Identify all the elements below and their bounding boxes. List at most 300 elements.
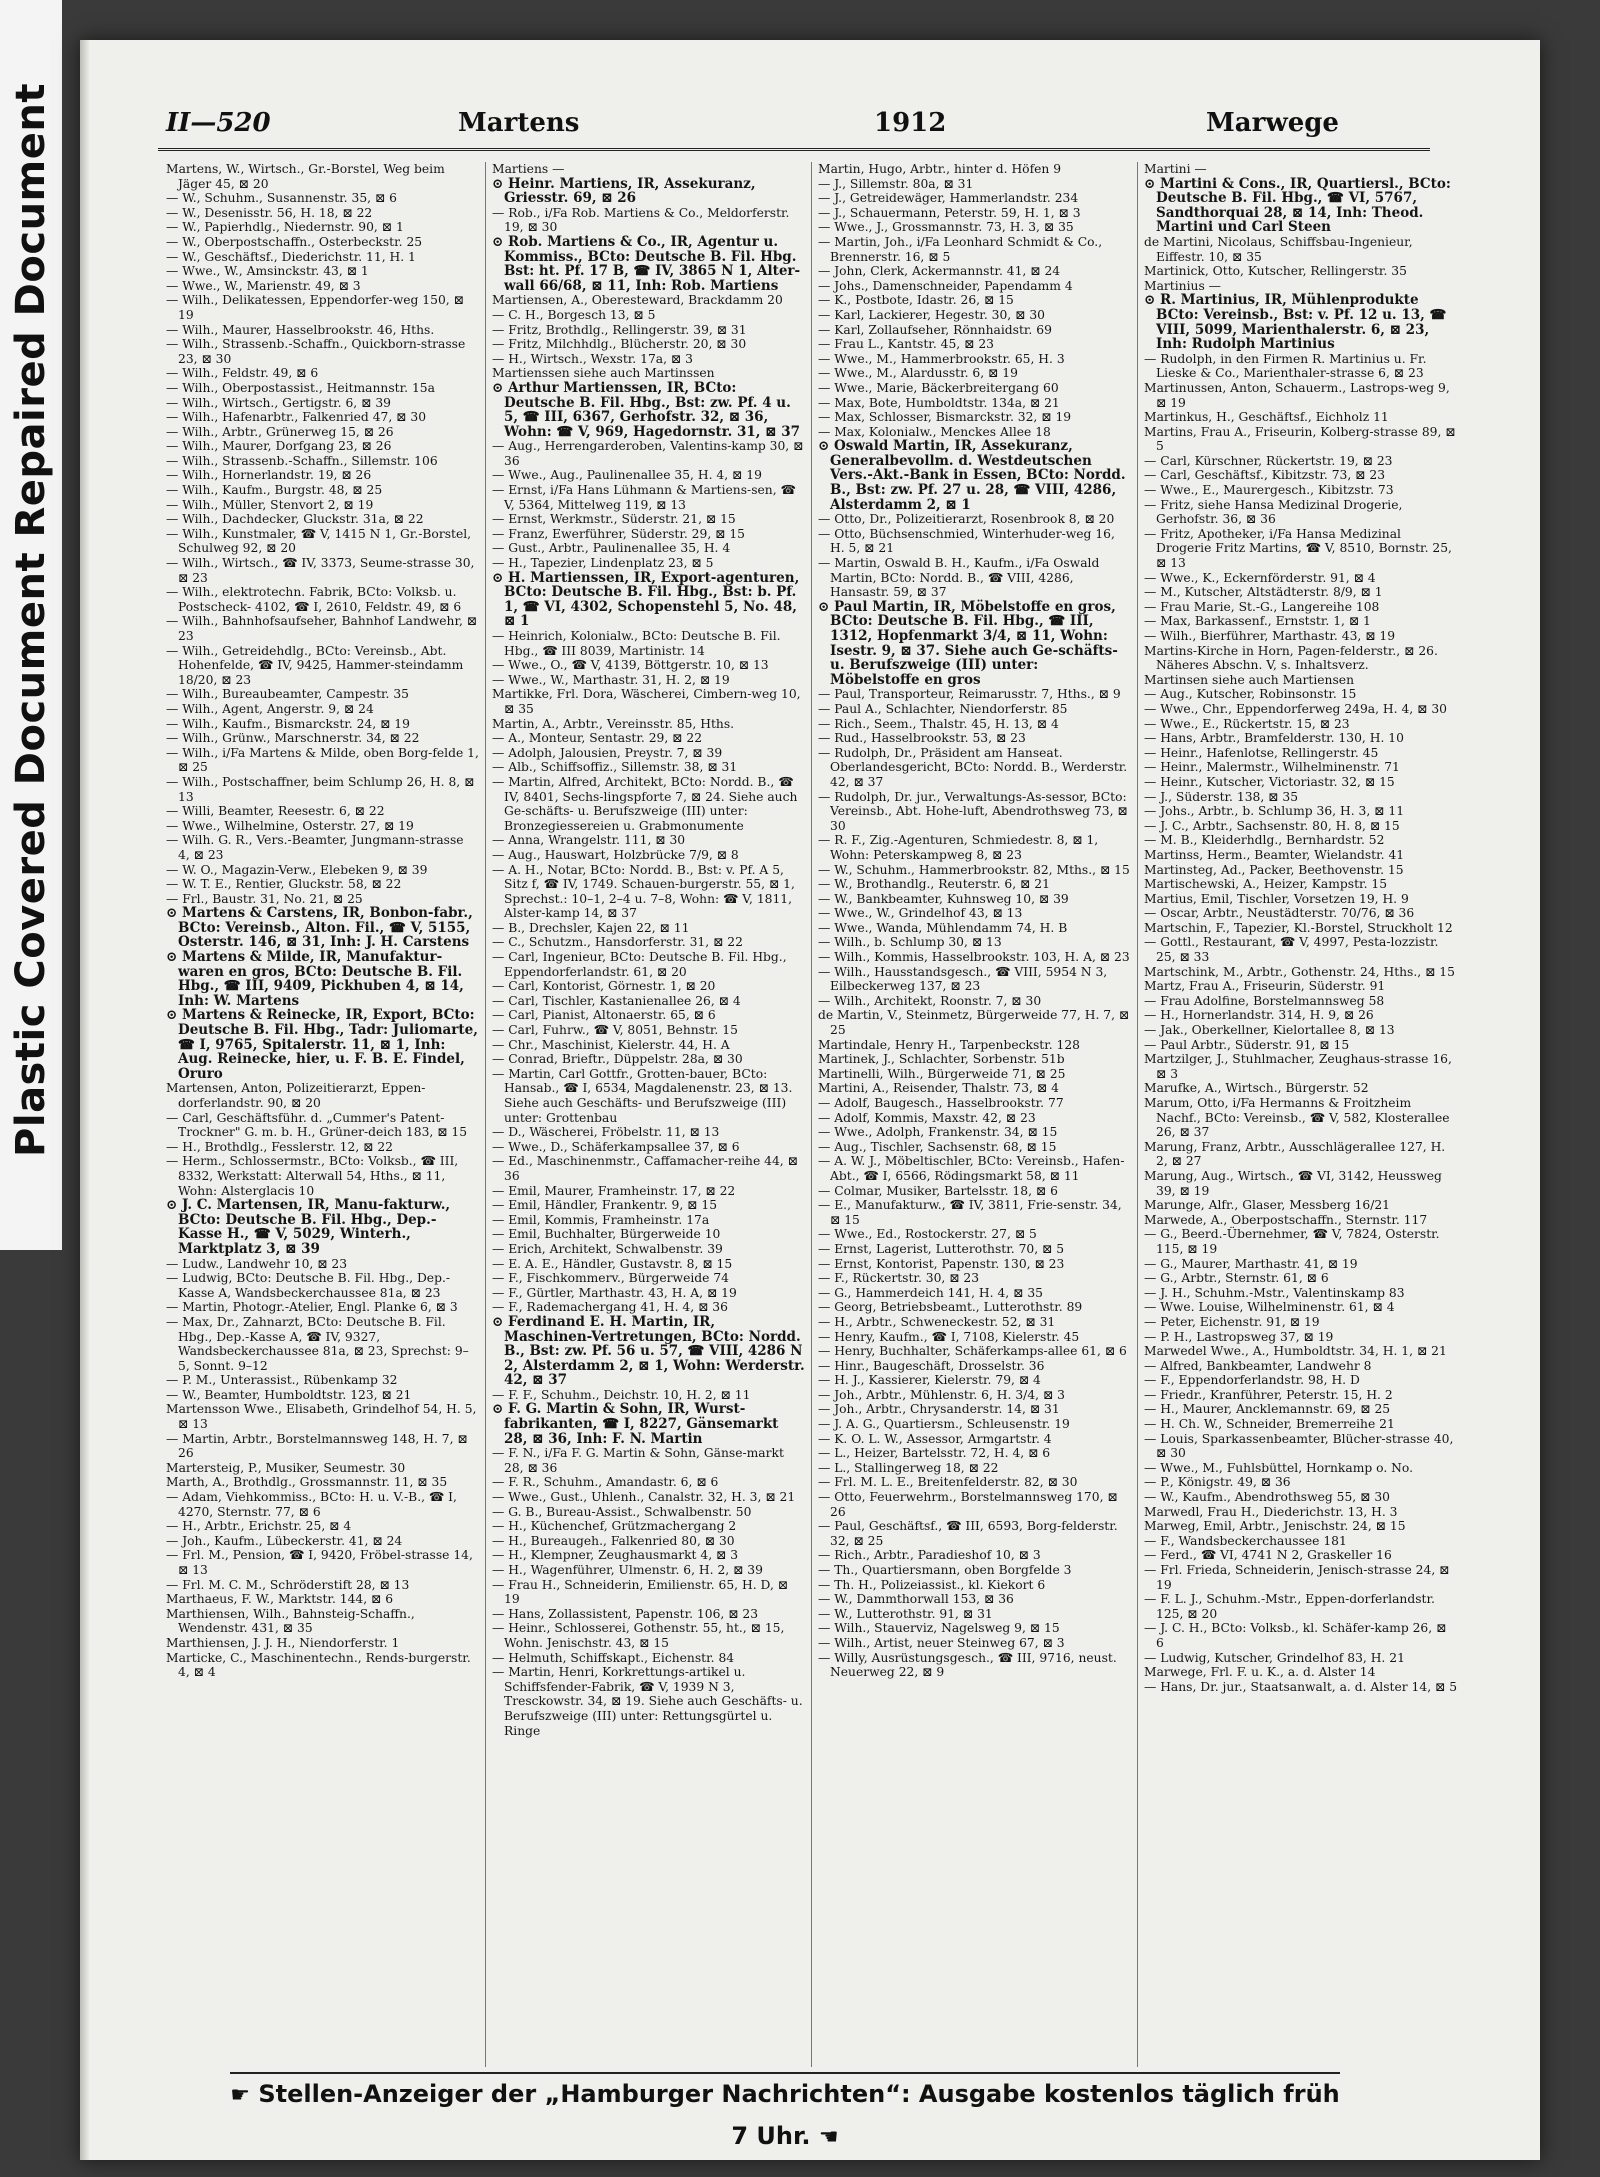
directory-entry: — Wilh., Feldstr. 49, ⊠ 6 [166, 366, 319, 381]
directory-entry: — F. N., i/Fa F. G. Martin & Sohn, Gänse-markt 28, ⊠ 36 [492, 1446, 784, 1475]
directory-entry: — Adolf, Baugesch., Hasselbrookstr. 77 [818, 1096, 1064, 1110]
directory-entry: — J. H., Schuhm.-Mstr., Valentinskamp 83 [1144, 1285, 1405, 1300]
directory-entry: — E. A. E., Händler, Gustavstr. 8, ⊠ 15 [492, 1256, 733, 1271]
directory-entry: Martini, A., Reisender, Thalstr. 73, ⊠ 4 [818, 1081, 1059, 1096]
directory-entry: — H., Hornerlandstr. 314, H. 9, ⊠ 26 [1144, 1008, 1374, 1023]
directory-entry: — Heinr., Schlosserei, Gothenstr. 55, ht., ⊠ 15, Wohn. Jenischstr. 43, ⊠ 15 [492, 1621, 785, 1650]
directory-entry: — W. O., Magazin-Verw., Elebeken 9, ⊠ 39 [166, 862, 428, 877]
directory-entry: — Hans, Arbtr., Bramfelderstr. 130, H. 10 [1144, 731, 1404, 746]
directory-entry: — Wwe., W., Amsinckstr. 43, ⊠ 1 [166, 264, 369, 279]
directory-entry: — L., Heizer, Bartelsstr. 72, H. 4, ⊠ 6 [818, 1446, 1051, 1461]
directory-entry: — Wilh., Stauerviz, Nagelsweg 9, ⊠ 15 [818, 1621, 1060, 1636]
directory-entry: — F., Fischkommerv., Bürgerweide 74 [492, 1271, 729, 1286]
directory-entry: — Martin, Joh., i/Fa Leonhard Schmidt & Co., Brennerstr. 16, ⊠ 5 [818, 234, 1103, 264]
directory-entry: — H., Wirtsch., Wexstr. 17a, ⊠ 3 [492, 351, 693, 366]
directory-entry: Martinius — [1144, 278, 1221, 293]
directory-entry: — Wilh., Bureaubeamter, Campestr. 35 [166, 687, 410, 702]
directory-entry: Martinek, J., Schlachter, Sorbenstr. 51b [818, 1052, 1065, 1067]
directory-entry: — W., Geschäftsf., Diederichstr. 11, H. 1 [166, 249, 416, 264]
directory-entry: — Otto, Dr., Polizeitierarzt, Rosenbrook 8, ⊠ 20 [818, 512, 1115, 527]
directory-entry: — Johs., Arbtr., b. Schlump 36, H. 3, ⊠ 11 [1144, 804, 1405, 819]
page-number: II—520 [166, 108, 271, 138]
directory-entry: — J., Getreidewäger, Hammerlandstr. 234 [818, 191, 1079, 206]
directory-entry: — W., Brothandlg., Reuterstr. 6, ⊠ 21 [818, 877, 1050, 892]
directory-entry: — Hinr., Baugeschäft, Drosselstr. 36 [818, 1358, 1045, 1373]
directory-entry: — Rob., i/Fa Rob. Martiens & Co., Meldorferstr. 19, ⊠ 30 [492, 205, 790, 235]
directory-entry: Marthiensen, J. J. H., Niendorferstr. 1 [166, 1635, 400, 1650]
directory-entry: — Ludwig, BCto: Deutsche B. Fil. Hbg., Dep.-Kasse A, Wandsbeckerchaussee 81a, ⊠ 23 [166, 1271, 451, 1300]
directory-entry: — Wwe., J., Grossmannstr. 73, H. 3, ⊠ 35 [818, 220, 1074, 235]
directory-entry: — Wwe., K., Eckernförderstr. 91, ⊠ 4 [1144, 570, 1376, 585]
directory-column-2 [486, 162, 812, 2067]
directory-entry: — Frl. M. C. M., Schröderstift 28, ⊠ 13 [166, 1577, 410, 1592]
directory-entry: — Henry, Buchhalter, Schäferkamps-allee 61, ⊠ 6 [818, 1344, 1127, 1359]
directory-entry: — W., Desenisstr. 56, H. 18, ⊠ 22 [166, 205, 373, 220]
directory-entry: — G., Beerd.-Übernehmer, ☎ V, 7824, Osterstr. 115, ⊠ 19 [1144, 1227, 1440, 1256]
directory-entry: — Friedr., Kranführer, Peterstr. 15, H. 2 [1144, 1387, 1393, 1402]
directory-entry: — G., Maurer, Marthastr. 41, ⊠ 19 [1144, 1256, 1358, 1271]
directory-entry: — W., Schuhm., Hammerbrookstr. 82, Mths., ⊠ 15 [818, 862, 1130, 877]
directory-entry: — M., Kutscher, Altstädterstr. 8/9, ⊠ 1 [1144, 585, 1383, 600]
directory-entry: — Wilh., Arbtr., Grünerweg 15, ⊠ 26 [166, 424, 394, 439]
directory-entry: — Martin, Alfred, Architekt, BCto: Nordd. B., ☎ IV, 8401, Sechs-lingspforte 7, ⊠ 24. Siehe auch Ge-schäfts- u. Berufszweige (III) unter: Bronzegiessereien u. Grabmonumente [492, 774, 798, 833]
directory-entry: — Paul, Geschäftsf., ☎ III, 6593, Borg-felderstr. 32, ⊠ 25 [818, 1519, 1118, 1548]
directory-entry: — Karl, Zollaufseher, Rönnhaidstr. 69 [818, 322, 1052, 337]
directory-entry: — Aug., Hauswart, Holzbrücke 7/9, ⊠ 8 [492, 847, 739, 862]
directory-entry: Marwedl, Frau H., Diederichstr. 13, H. 3 [1144, 1504, 1398, 1519]
directory-entry: — J. C., Arbtr., Sachsenstr. 80, H. 8, ⊠ 15 [1144, 818, 1400, 833]
directory-entry: — A., Monteur, Sentastr. 29, ⊠ 22 [492, 731, 703, 746]
directory-entry: — Herm., Schlossermstr., BCto: Volksb., ☎ III, 8332, Werkstatt: Alterwall 54, Hths., ⊠ 11, Wohn: Alsterglacis 10 [166, 1154, 459, 1198]
page-header [158, 102, 1430, 151]
directory-entry: — G., Arbtr., Sternstr. 61, ⊠ 6 [1144, 1271, 1329, 1286]
directory-entry: — Max, Schlosser, Bismarckstr. 32, ⊠ 19 [818, 410, 1072, 425]
directory-entry: — John, Clerk, Ackermannstr. 41, ⊠ 24 [818, 264, 1061, 279]
directory-entry: — Gottl., Restaurant, ☎ V, 4997, Pesta-lozzistr. 25, ⊠ 33 [1144, 935, 1439, 965]
directory-entry: Martin, Hugo, Arbtr., hinter d. Höfen 9 [818, 162, 1062, 176]
directory-entry: — Ernst, i/Fa Hans Lühmann & Martiens-sen, ☎ V, 5364, Mittelweg 119, ⊠ 13 [492, 483, 796, 512]
directory-entry: — J., Süderstr. 138, ⊠ 35 [1144, 789, 1299, 804]
directory-entry: — Frau Marie, St.-G., Langereihe 108 [1144, 599, 1380, 614]
directory-entry: — Otto, Büchsenschmied, Winterhuder-weg 16, H. 5, ⊠ 21 [818, 526, 1115, 556]
directory-entry: — Wilh., Postschaffner, beim Schlump 26, H. 8, ⊠ 13 [166, 774, 475, 804]
directory-entry: — Wwe., Gust., Uhlenh., Canalstr. 32, H. 3, ⊠ 21 [492, 1490, 796, 1505]
directory-entry: — J. A. G., Quartiersm., Schleusenstr. 19 [818, 1417, 1070, 1432]
directory-entry: — Helmuth, Schiffskapt., Eichenstr. 84 [492, 1650, 735, 1665]
directory-entry: — Martin, Henri, Korkrettungs-artikel u. Schiffsfender-Fabrik, ☎ V, 1939 N 3, Tresckowstr. 34, ⊠ 19. Siehe auch Geschäfts- u. Berufszweige (III) unter: Rettungsgürtel u. Ringe [492, 1665, 803, 1738]
side-label-text: Plastic Covered Document Repaired Document [8, 83, 54, 1157]
directory-entry: — Emil, Maurer, Framheinstr. 17, ⊠ 22 [492, 1183, 736, 1198]
directory-entry: — Aug., Kutscher, Robinsonstr. 15 [1144, 687, 1357, 702]
directory-entry: — Wilh., Strassenb.-Schaffn., Quickborn-strasse 23, ⊠ 30 [166, 337, 466, 366]
directory-entry: — Wilh., i/Fa Martens & Milde, oben Borg-felde 1, ⊠ 25 [166, 745, 479, 775]
directory-entry: Martini — [1144, 162, 1207, 176]
directory-entry: — Carl, Tischler, Kastanienallee 26, ⊠ 4 [492, 993, 741, 1008]
directory-entry: — J., Sillemstr. 80a, ⊠ 31 [818, 176, 974, 191]
footer-banner [230, 2072, 1340, 2150]
directory-entry: — W., Beamter, Humboldtstr. 123, ⊠ 21 [166, 1387, 412, 1402]
directory-entry: — Wilh., Strassenb.-Schaffn., Sillemstr. 106 [166, 453, 438, 468]
directory-entry: — Wwe., Wilhelmine, Osterstr. 27, ⊠ 19 [166, 818, 414, 833]
directory-entry: — Oscar, Arbtr., Neustädterstr. 70/76, ⊠ 36 [1144, 906, 1415, 921]
pointing-hand-icon: ☚ [818, 2125, 839, 2150]
directory-entry: — F., Rückertstr. 30, ⊠ 23 [818, 1271, 980, 1286]
directory-entry: Marunge, Alfr., Glaser, Messberg 16/21 [1144, 1198, 1390, 1213]
directory-entry: — Paul, Transporteur, Reimarusstr. 7, Hths., ⊠ 9 [818, 687, 1121, 702]
directory-entry: Martersteig, P., Musiker, Seumestr. 30 [166, 1460, 406, 1475]
directory-entry: — Wilh., Artist, neuer Steinweg 67, ⊠ 3 [818, 1635, 1065, 1650]
directory-entry: — Carl, Kontorist, Görnestr. 1, ⊠ 20 [492, 979, 716, 994]
directory-entry: — Martin, Photogr.-Atelier, Engl. Planke 6, ⊠ 3 [166, 1300, 458, 1315]
directory-entry: — Wilh., Oberpostassist., Heitmannstr. 15a [166, 380, 435, 395]
directory-entry: — Rich., Seem., Thalstr. 45, H. 13, ⊠ 4 [818, 716, 1059, 731]
directory-entry: — Conrad, Brieftr., Düppelstr. 28a, ⊠ 30 [492, 1052, 743, 1067]
directory-entry: — Hans, Dr. jur., Staatsanwalt, a. d. Alster 14, ⊠ 5 [1144, 1679, 1458, 1694]
directory-entry: — Wilh., Bahnhofsaufseher, Bahnhof Landwehr, ⊠ 23 [166, 614, 478, 643]
directory-entry: — Carl, Kürschner, Rückertstr. 19, ⊠ 23 [1144, 453, 1393, 468]
directory-entry: Marung, Franz, Arbtr., Ausschlägerallee 127, H. 2, ⊠ 27 [1144, 1139, 1446, 1169]
directory-entry: Martin, A., Arbtr., Vereinsstr. 85, Hths. [492, 716, 735, 731]
directory-entry: — F., Eppendorferlandstr. 98, H. D [1144, 1373, 1360, 1388]
directory-entry: — Gust., Arbtr., Paulinenallee 35, H. 4 [492, 541, 731, 556]
directory-entry: — Frl. M. L. E., Breitenfelderstr. 82, ⊠ 30 [818, 1475, 1078, 1490]
directory-entry: — Alfred, Bankbeamter, Landwehr 8 [1144, 1358, 1372, 1373]
directory-entry: — F. F., Schuhm., Deichstr. 10, H. 2, ⊠ 11 [492, 1387, 751, 1402]
directory-entry: ⊙ Arthur Martienssen, IR, BCto: Deutsche B. Fil. Hbg., Bst: zw. Pf. 4 u. 5, ☎ III, 6367, Gerhofstr. 32, ⊠ 36, Wohn: ☎ V, 969, Hagedornstr. 31, ⊠ 37 [492, 379, 800, 440]
directory-entry: — Henry, Kaufm., ☎ I, 7108, Kielerstr. 45 [818, 1329, 1080, 1344]
directory-columns [160, 162, 1464, 2067]
directory-entry: — K., Postbote, Idastr. 26, ⊠ 15 [818, 293, 1014, 308]
directory-entry: — Adolph, Jalousien, Preystr. 7, ⊠ 39 [492, 745, 723, 760]
directory-entry: — Rudolph, Dr. jur., Verwaltungs-As-sessor, BCto: Vereinsb., Abt. Hohe-luft, Abendrothsweg 73, ⊠ 30 [818, 789, 1128, 833]
directory-entry: — Fritz, siehe Hansa Medizinal Drogerie, Gerhofstr. 36, ⊠ 36 [1144, 497, 1403, 527]
directory-entry: — R. F., Zig.-Agenturen, Schmiedestr. 8, ⊠ 1, Wohn: Peterskampweg 8, ⊠ 23 [818, 833, 1099, 862]
directory-entry: Martiens — [492, 162, 565, 176]
directory-entry: — Fritz, Milchhdlg., Blücherstr. 20, ⊠ 30 [492, 337, 747, 352]
directory-entry: — Heinrich, Kolonialw., BCto: Deutsche B. Fil. Hbg., ☎ III 8039, Martinistr. 14 [492, 629, 781, 658]
directory-entry: Martienssen siehe auch Martinssen [492, 366, 715, 381]
directory-entry: — G. B., Bureau-Assist., Schwalbenstr. 50 [492, 1504, 752, 1519]
directory-entry: — Emil, Kommis, Framheinstr. 17a [492, 1212, 710, 1227]
directory-entry: — Ludwig, Kutscher, Grindelhof 83, H. 21 [1144, 1650, 1405, 1665]
directory-entry: Marwede, A., Oberpostschaffn., Sternstr. 117 [1144, 1212, 1428, 1227]
directory-entry: ⊙ Martens & Reinecke, IR, Export, BCto: Deutsche B. Fil. Hbg., Tadr: Juliomarte, ☎ I, 9765, Spitalerstr. 11, ⊠ 1, Inh: Aug. Reinecke, hier, u. F. B. E. Findel, Oruro [166, 1007, 478, 1082]
directory-entry: — W., Lutterothstr. 91, ⊠ 31 [818, 1606, 993, 1621]
directory-entry: — Joh., Arbtr., Chrysanderstr. 14, ⊠ 31 [818, 1402, 1060, 1417]
directory-entry: — F., Wandsbeckerchaussee 181 [1144, 1533, 1347, 1548]
directory-entry: — H., Küchenchef, Grützmachergang 2 [492, 1519, 737, 1534]
directory-entry: ⊙ Martens & Milde, IR, Manufaktur-waren en gros, BCto: Deutsche B. Fil. Hbg., ☎ III, 9409, Pickhuben 4, ⊠ 14, Inh: W. Martens [166, 949, 464, 1009]
directory-entry: Marufke, A., Wirtsch., Bürgerstr. 52 [1144, 1081, 1369, 1096]
directory-entry: — Wwe., W., Marthastr. 31, H. 2, ⊠ 19 [492, 672, 730, 687]
directory-entry: — Otto, Feuerwehrm., Borstelmannsweg 170, ⊠ 26 [818, 1490, 1118, 1519]
directory-entry: — Th., Quartiersmann, oben Borgfelde 3 [818, 1563, 1072, 1577]
directory-entry: — H., Arbtr., Erichstr. 25, ⊠ 4 [166, 1519, 352, 1534]
directory-entry: — Ernst, Lagerist, Lutterothstr. 70, ⊠ 5 [818, 1241, 1065, 1256]
directory-entry: — Jak., Oberkellner, Kielortallee 8, ⊠ 13 [1144, 1023, 1395, 1038]
directory-entry: — Wilh., Maurer, Dorfgang 23, ⊠ 26 [166, 439, 392, 454]
directory-entry: — W., Papierhdlg., Niedernstr. 90, ⊠ 1 [166, 220, 404, 235]
directory-entry: — Wilh., Kommis, Hasselbrookstr. 103, H. A, ⊠ 23 [818, 950, 1130, 965]
directory-entry: — Wwe., W., Grindelhof 43, ⊠ 13 [818, 906, 1023, 921]
directory-entry: — Karl, Lackierer, Hegestr. 30, ⊠ 30 [818, 307, 1045, 322]
directory-entry: — Wilh., Hafenarbtr., Falkenried 47, ⊠ 30 [166, 410, 427, 425]
directory-entry: — Colmar, Musiker, Bartelsstr. 18, ⊠ 6 [818, 1183, 1058, 1198]
directory-entry: Marticke, C., Maschinentechn., Rends-burgerstr. 4, ⊠ 4 [166, 1650, 471, 1680]
directory-entry: Martinussen, Anton, Schauerm., Lastrops-weg 9, ⊠ 19 [1144, 380, 1450, 410]
directory-entry: — Carl, Geschäftsführ. d. „Cummer's Patent-Trockner" G. m. b. H., Grüner-deich 183, ⊠ 15 [166, 1110, 468, 1140]
directory-entry: — Adam, Viehkommiss., BCto: H. u. V.-B., ☎ I, 4270, Sternstr. 77, ⊠ 6 [166, 1490, 457, 1519]
directory-entry: — Wwe., Marie, Bäckerbreitergang 60 [818, 380, 1059, 395]
directory-entry: Marung, Aug., Wirtsch., ☎ VI, 3142, Heussweg 39, ⊠ 19 [1144, 1168, 1442, 1198]
directory-entry: ⊙ R. Martinius, IR, Mühlenprodukte BCto: Vereinsb., Bst: v. Pf. 12 u. 13, ☎ VIII, 5099, Marienthalerstr. 6, ⊠ 23, Inh: Rudolph Martinius [1144, 292, 1447, 353]
directory-entry: — Willi, Beamter, Reesestr. 6, ⊠ 22 [166, 804, 385, 819]
directory-entry: — Wwe., Aug., Paulinenallee 35, H. 4, ⊠ 19 [492, 468, 762, 483]
directory-entry: — A. W. J., Möbeltischler, BCto: Vereinsb., Hafen-Abt., ☎ I, 6566, Rödingsmarkt 58, ⊠ 11 [818, 1154, 1125, 1183]
directory-entry: — Willy, Ausrüstungsgesch., ☎ III, 9716, neust. Neuerweg 22, ⊠ 9 [818, 1650, 1117, 1680]
directory-entry: Martensson Wwe., Elisabeth, Grindelhof 54, H. 5, ⊠ 13 [166, 1402, 477, 1432]
directory-entry: — Frl. M., Pension, ☎ I, 9420, Fröbel-strasse 14, ⊠ 13 [166, 1548, 473, 1577]
directory-entry: — Chr., Maschinist, Kielerstr. 44, H. A [492, 1037, 730, 1052]
directory-entry: — B., Drechsler, Kajen 22, ⊠ 11 [492, 920, 690, 935]
directory-entry: — Wilh., Agent, Angerstr. 9, ⊠ 24 [166, 701, 374, 716]
directory-entry: — D., Wäscherei, Fröbelstr. 11, ⊠ 13 [492, 1125, 720, 1140]
header-year: 1912 [874, 108, 947, 138]
directory-entry: — Ernst, Werkmstr., Süderstr. 21, ⊠ 15 [492, 512, 736, 527]
directory-entry: — M. B., Kleiderhdlg., Bernhardstr. 52 [1144, 833, 1385, 848]
directory-entry: — Max, Bote, Humboldtstr. 134a, ⊠ 21 [818, 395, 1060, 410]
directory-entry: Martins-Kirche in Horn, Pagen-felderstr., ⊠ 26. Näheres Abschn. V, s. Inhaltsverz. [1144, 643, 1438, 673]
pointing-hand-icon: ☛ [230, 2083, 250, 2108]
directory-entry: ⊙ Ferdinand E. H. Martin, IR, Maschinen-Vertretungen, BCto: Nordd. B., Bst: zw. Pf. 56 u. 57, ☎ VIII, 4286 N 2, Alsterdamm 2, ⊠ 1, Wohn: Werderstr. 42, ⊠ 37 [492, 1313, 805, 1389]
directory-entry: — Heinr., Malermstr., Wilhelminenstr. 71 [1144, 760, 1400, 775]
side-label [0, 0, 62, 1250]
directory-entry: — Frau Adolfine, Borstelmannsweg 58 [1144, 993, 1385, 1008]
directory-entry: de Martini, Nicolaus, Schiffsbau-Ingenieur, Eiffestr. 10, ⊠ 35 [1144, 234, 1413, 264]
header-left-word: Martens [458, 108, 580, 138]
directory-entry: — H. Ch. W., Schneider, Bremerreihe 21 [1144, 1417, 1395, 1432]
directory-entry: — Wwe., M., Hammerbrookstr. 65, H. 3 [818, 351, 1065, 366]
directory-entry: — C., Schutzm., Hansdorferstr. 31, ⊠ 22 [492, 935, 743, 950]
directory-entry: — W., Kaufm., Abendrothsweg 55, ⊠ 30 [1144, 1490, 1390, 1505]
directory-entry: Marum, Otto, i/Fa Hermanns & Froitzheim Nachf., BCto: Vereinsb., ☎ V, 582, Klosterallee 26, ⊠ 37 [1144, 1096, 1450, 1140]
directory-entry: — Martin, Arbtr., Borstelmannsweg 148, H. 7, ⊠ 26 [166, 1431, 468, 1461]
directory-entry: — Ludw., Landwehr 10, ⊠ 23 [166, 1256, 348, 1271]
directory-entry: ⊙ Martens & Carstens, IR, Bonbon-fabr., BCto: Vereinsb., Alton. Fil., ☎ V, 5155, Osterstr. 146, ⊠ 31, Inh: J. H. Carstens [166, 905, 473, 951]
directory-entry: — Emil, Händler, Frankentr. 9, ⊠ 15 [492, 1198, 718, 1213]
directory-entry: — W., Dammthorwall 153, ⊠ 36 [818, 1592, 1014, 1607]
directory-entry: — Martin, Oswald B. H., Kaufm., i/Fa Oswald Martin, BCto: Nordd. B., ☎ VIII, 4286, Hansastr. 59, ⊠ 37 [818, 556, 1100, 600]
directory-entry: — Frau L., Kantstr. 45, ⊠ 23 [818, 337, 994, 352]
directory-entry: — K. O. L. W., Assessor, Armgartstr. 4 [818, 1431, 1052, 1446]
directory-entry: ⊙ Paul Martin, IR, Möbelstoffe en gros, BCto: Deutsche B. Fil. Hbg., ☎ III, 1312, Hopfenmarkt 3/4, ⊠ 11, Wohn: Isestr. 9, ⊠ 37. Siehe auch Ge-schäfts- u. Berufszweige (III) unter: Möbelstoffe en gros [818, 598, 1118, 688]
directory-entry: — P. M., Unterassist., Rübenkamp 32 [166, 1373, 398, 1388]
directory-entry: — Joh., Arbtr., Mühlenstr. 6, H. 3/4, ⊠ 3 [818, 1387, 1065, 1402]
directory-entry: — Rich., Arbtr., Paradieshof 10, ⊠ 3 [818, 1548, 1041, 1563]
directory-column-1 [160, 162, 486, 2067]
directory-entry: — H., Klempner, Zeughausmarkt 4, ⊠ 3 [492, 1548, 739, 1563]
directory-entry: Marth, A., Brothdlg., Grossmannstr. 11, ⊠ 35 [166, 1475, 448, 1490]
directory-entry: — Ed., Maschinenmstr., Caffamacher-reihe 44, ⊠ 36 [492, 1154, 798, 1183]
directory-entry: — H., Arbtr., Schweneckestr. 52, ⊠ 31 [818, 1314, 1056, 1329]
directory-entry: — Rudolph, in den Firmen R. Martinius u. Fr. Lieske & Co., Marienthaler-strasse 6, ⊠ 23 [1144, 351, 1427, 381]
directory-entry: — F., Gürtler, Marthastr. 43, H. A, ⊠ 19 [492, 1285, 737, 1300]
directory-entry: — C. H., Borgesch 13, ⊠ 5 [492, 307, 656, 322]
directory-entry: — Franz, Ewerführer, Süderstr. 29, ⊠ 15 [492, 526, 746, 541]
directory-entry: Marthiensen, Wilh., Bahnsteig-Schaffn., Wendenstr. 431, ⊠ 35 [166, 1606, 415, 1636]
directory-entry: — Wwe., E., Rückertstr. 15, ⊠ 23 [1144, 716, 1350, 731]
directory-entry: — Wilh., Müller, Stenvort 2, ⊠ 19 [166, 497, 374, 512]
directory-entry: — Wwe. Louise, Wilhelminenstr. 61, ⊠ 4 [1144, 1300, 1395, 1315]
directory-entry: — Wwe., M., Alardusstr. 6, ⊠ 19 [818, 366, 1018, 381]
directory-column-4 [1138, 162, 1464, 2067]
directory-entry: — H., Maurer, Ancklemannstr. 69, ⊠ 25 [1144, 1402, 1391, 1417]
directory-entry: — Louis, Sparkassenbeamter, Blücher-strasse 40, ⊠ 30 [1144, 1431, 1454, 1461]
directory-entry: — Wwe., W., Marienstr. 49, ⊠ 3 [166, 278, 361, 293]
directory-entry: Martz, Frau A., Friseurin, Süderstr. 91 [1144, 979, 1386, 994]
directory-entry: — Ferd., ☎ VI, 4741 N 2, Graskeller 16 [1144, 1548, 1392, 1563]
directory-entry: — Wilh., Bierführer, Marthastr. 43, ⊠ 19 [1144, 629, 1396, 643]
directory-entry: ⊙ Heinr. Martiens, IR, Assekuranz, Griesstr. 69, ⊠ 26 [492, 175, 756, 207]
directory-entry: — Wilh., Maurer, Hasselbrookstr. 46, Hths. [166, 322, 435, 337]
directory-entry: — Wilh., Grünw., Marschnerstr. 34, ⊠ 22 [166, 731, 420, 746]
directory-entry: — Wwe., Ed., Rostockerstr. 27, ⊠ 5 [818, 1227, 1037, 1242]
directory-entry: — Aug., Herrengarderoben, Valentins-kamp 30, ⊠ 36 [492, 439, 804, 468]
directory-entry: — Fritz, Brothdlg., Rellingerstr. 39, ⊠ 31 [492, 322, 747, 337]
directory-entry: — H. J., Kassierer, Kielerstr. 79, ⊠ 4 [818, 1373, 1041, 1388]
directory-entry: Martinick, Otto, Kutscher, Rellingerstr. 35 [1144, 264, 1407, 279]
directory-entry: — Emil, Buchhalter, Bürgerweide 10 [492, 1227, 721, 1242]
directory-entry: Martinss, Herm., Beamter, Wielandstr. 41 [1144, 847, 1405, 862]
directory-entry: — E., Manufakturw., ☎ IV, 3811, Frie-senstr. 34, ⊠ 15 [818, 1198, 1122, 1227]
directory-entry: Martinsen siehe auch Martiensen [1144, 672, 1354, 687]
directory-entry: — Wilh., Getreidehdlg., BCto: Vereinsb., Abt. Hohenfelde, ☎ IV, 9425, Hammer-steindamm 18/20, ⊠ 23 [166, 643, 464, 687]
directory-entry: — Georg, Betriebsbeamt., Lutterothstr. 89 [818, 1300, 1083, 1315]
directory-entry: — Wilh., Kaufm., Burgstr. 48, ⊠ 25 [166, 483, 383, 498]
directory-entry: — W., Bankbeamter, Kuhnsweg 10, ⊠ 39 [818, 891, 1069, 906]
directory-entry: — Wwe., Adolph, Frankenstr. 34, ⊠ 15 [818, 1125, 1058, 1140]
directory-entry: — Wilh., b. Schlump 30, ⊠ 13 [818, 935, 1002, 950]
directory-entry: Martischewski, A., Heizer, Kampstr. 15 [1144, 877, 1388, 892]
directory-entry: — Wwe., M., Fuhlsbüttel, Hornkamp o. No. [1144, 1460, 1414, 1475]
directory-entry: — Ernst, Kontorist, Papenstr. 130, ⊠ 23 [818, 1256, 1065, 1271]
directory-entry: Martens, W., Wirtsch., Gr.-Borstel, Weg beim Jäger 45, ⊠ 20 [166, 162, 445, 191]
directory-entry: Martinelli, Wilh., Bürgerweide 71, ⊠ 25 [818, 1066, 1066, 1081]
directory-entry: Martindale, Henry H., Tarpenbeckstr. 128 [818, 1037, 1081, 1052]
directory-column-3 [812, 162, 1138, 2067]
directory-entry: — J. C. H., BCto: Volksb., kl. Schäfer-kamp 26, ⊠ 6 [1144, 1621, 1447, 1650]
directory-entry: — G., Hammerdeich 141, H. 4, ⊠ 35 [818, 1285, 1043, 1300]
directory-entry: — Paul A., Schlachter, Niendorferstr. 85 [818, 701, 1068, 716]
directory-entry: — Wilh., Hornerlandstr. 19, ⊠ 26 [166, 468, 372, 483]
directory-entry: Martiensen, A., Oberesteward, Brackdamm 20 [492, 293, 783, 308]
directory-entry: — Martin, Carl Gottfr., Grotten-bauer, BCto: Hansab., ☎ I, 6534, Magdalenenstr. 23, ⊠ 13. Siehe auch Geschäfts- und Berufszweige (III) unter: Grottenbau [492, 1066, 793, 1125]
directory-entry: — F. R., Schuhm., Amandastr. 6, ⊠ 6 [492, 1475, 719, 1490]
directory-entry: — Anna, Wrangelstr. 111, ⊠ 30 [492, 833, 686, 848]
directory-entry: — Max, Kolonialw., Menckes Allee 18 [818, 424, 1051, 439]
directory-entry: — Wilh., Dachdecker, Gluckstr. 31a, ⊠ 22 [166, 512, 424, 527]
directory-entry: — Wilh., Kunstmaler, ☎ V, 1415 N 1, Gr.-Borstel, Schulweg 92, ⊠ 20 [166, 526, 472, 556]
directory-entry: — Heinr., Hafenlotse, Rellingerstr. 45 [1144, 745, 1379, 760]
directory-entry: — Wwe., E., Maurergesch., Kibitzstr. 73 [1144, 483, 1394, 498]
directory-entry: — L., Stallingerweg 18, ⊠ 22 [818, 1460, 999, 1475]
directory-entry: — P., Königstr. 49, ⊠ 36 [1144, 1475, 1291, 1490]
directory-entry: ⊙ Martini & Cons., IR, Quartiersl., BCto: Deutsche B. Fil. Hbg., ☎ VI, 5767, Sandthorquai 28, ⊠ 14, Inh: Theod. Martini und Carl Steen [1144, 175, 1451, 236]
directory-entry: — Hans, Zollassistent, Papenstr. 106, ⊠ 23 [492, 1606, 759, 1621]
directory-entry: — Wilh., Kaufm., Bismarckstr. 24, ⊠ 19 [166, 716, 410, 731]
directory-entry: Marthaeus, F. W., Marktstr. 144, ⊠ 6 [166, 1592, 394, 1607]
directory-entry: Martschink, M., Arbtr., Gothenstr. 24, Hths., ⊠ 15 [1144, 964, 1455, 979]
directory-page [80, 40, 1540, 2160]
directory-entry: — Paul Arbtr., Süderstr. 91, ⊠ 15 [1144, 1037, 1350, 1052]
directory-entry: Martinkus, H., Geschäftsf., Eichholz 11 [1144, 410, 1389, 425]
directory-entry: — Wilh., Delikatessen, Eppendorfer-weg 150, ⊠ 19 [166, 293, 464, 322]
directory-entry: — W., Schuhm., Susannenstr. 35, ⊠ 6 [166, 191, 397, 206]
directory-entry: — Carl, Fuhrw., ☎ V, 8051, Behnstr. 15 [492, 1023, 738, 1038]
directory-entry: Martius, Emil, Tischler, Vorsetzen 19, H. 9 [1144, 891, 1409, 906]
directory-entry: — Carl, Geschäftsf., Kibitzstr. 73, ⊠ 23 [1144, 468, 1386, 483]
directory-entry: — W., Oberpostschaffn., Osterbeckstr. 25 [166, 234, 423, 249]
directory-entry: — Wwe., Chr., Eppendorferweg 249a, H. 4, ⊠ 30 [1144, 701, 1447, 716]
header-right-word: Marwege [1206, 108, 1339, 138]
directory-entry: — Fritz, Apotheker, i/Fa Hansa Medizinal Drogerie Fritz Martins, ☎ V, 8510, Bornstr. 25, ⊠ 13 [1144, 526, 1452, 571]
directory-entry: — H., Tapezier, Lindenplatz 23, ⊠ 5 [492, 556, 714, 571]
directory-entry: ⊙ H. Martienssen, IR, Export-agenturen, BCto: Deutsche B. Fil. Hbg., Bst: b. Pf. 1, ☎ VI, 4302, Schopenstehl 5, No. 48, ⊠ 1 [492, 569, 800, 630]
directory-entry: Marweg, Emil, Arbtr., Jenischstr. 24, ⊠ 15 [1144, 1519, 1406, 1534]
directory-entry: — H., Wagenführer, Ulmenstr. 6, H. 2, ⊠ 39 [492, 1563, 763, 1577]
directory-entry: — Frl. Frieda, Schneiderin, Jenisch-strasse 24, ⊠ 19 [1144, 1563, 1450, 1592]
directory-entry: Martzilger, J., Stuhlmacher, Zeughaus-strasse 16, ⊠ 3 [1144, 1052, 1452, 1081]
directory-entry: — A. H., Notar, BCto: Nordd. B., Bst: v. Pf. A 5, Sitz f, ☎ IV, 1749. Schauen-burgerstr. 55, ⊠ 1, Sprechst.: 10–1, 2–4 u. 7–8, Wohn: ☎ V, 1811, Alster-kamp 14, ⊠ 37 [492, 862, 795, 921]
directory-entry: — H., Bureaugeh., Falkenried 80, ⊠ 30 [492, 1533, 735, 1548]
directory-entry: — Wilh., Wirtsch., Gertigstr. 6, ⊠ 39 [166, 395, 391, 410]
directory-entry: — P. H., Lastropsweg 37, ⊠ 19 [1144, 1329, 1334, 1344]
directory-entry: Martins, Frau A., Friseurin, Kolberg-strasse 89, ⊠ 5 [1144, 424, 1456, 454]
directory-entry: Martensen, Anton, Polizeitierarzt, Eppen-dorferlandstr. 90, ⊠ 20 [166, 1081, 426, 1110]
directory-entry: — Wilh., Wirtsch., ☎ IV, 3373, Seume-strasse 30, ⊠ 23 [166, 556, 475, 585]
directory-entry: — Wilh., Architekt, Roonstr. 7, ⊠ 30 [818, 993, 1042, 1008]
directory-entry: — Johs., Damenschneider, Papendamm 4 [818, 278, 1073, 293]
directory-entry: Martinsteg, Ad., Packer, Beethovenstr. 15 [1144, 862, 1404, 877]
directory-entry: Martschin, F., Tapezier, Kl.-Borstel, Struckholt 12 [1144, 920, 1453, 935]
directory-entry: ⊙ Rob. Martiens & Co., IR, Agentur u. Kommiss., BCto: Deutsche B. Fil. Hbg. Bst: ht. Pf. 17 B, ☎ IV, 3865 N 1, Alter-wall 66/68, ⊠ 11, Inh: Rob. Martiens [492, 233, 801, 294]
directory-entry: Martikke, Frl. Dora, Wäscherei, Cimbern-weg 10, ⊠ 35 [492, 687, 801, 716]
directory-entry: — Wilh., elektrotechn. Fabrik, BCto: Volksb. u. Postscheck- 4102, ☎ I, 2610, Feldstr. 49, ⊠ 6 [166, 585, 462, 614]
directory-entry: — Wwe., D., Schäferkampsallee 37, ⊠ 6 [492, 1139, 740, 1154]
directory-entry: — J., Schauermann, Peterstr. 59, H. 1, ⊠ 3 [818, 205, 1081, 220]
directory-entry: — F., Rademachergang 41, H. 4, ⊠ 36 [492, 1300, 728, 1315]
directory-entry: ⊙ Oswald Martin, IR, Assekuranz, Generalbevollm. d. Westdeutschen Vers.-Akt.-Bank in Essen, BCto: Nordd. B., Bst: zw. Pf. 27 u. 28, ☎ VIII, 4286, Alsterdamm 2, ⊠ 1 [818, 438, 1126, 513]
directory-entry: Marwedel Wwe., A., Humboldtstr. 34, H. 1, ⊠ 21 [1144, 1344, 1447, 1359]
directory-entry: — Carl, Pianist, Altonaerstr. 65, ⊠ 6 [492, 1008, 716, 1023]
directory-entry: — Alb., Schiffsoffiz., Sillemstr. 38, ⊠ 31 [492, 760, 738, 775]
directory-entry: — Rud., Hasselbrookstr. 53, ⊠ 23 [818, 731, 1026, 746]
directory-entry: — Frau H., Schneiderin, Emilienstr. 65, H. D, ⊠ 19 [492, 1577, 789, 1607]
directory-entry: — Max, Barkassenf., Ernststr. 1, ⊠ 1 [1144, 614, 1371, 629]
directory-entry: — Joh., Kaufm., Lübeckerstr. 41, ⊠ 24 [166, 1533, 403, 1548]
directory-entry: — Wilh., Hausstandsgesch., ☎ VIII, 5954 N 3, Eilbeckerweg 137, ⊠ 23 [818, 964, 1108, 994]
directory-entry: — Carl, Ingenieur, BCto: Deutsche B. Fil. Hbg., Eppendorferlandstr. 61, ⊠ 20 [492, 950, 787, 979]
directory-entry: ⊙ J. C. Martensen, IR, Manu-fakturw., BCto: Deutsche B. Fil. Hbg., Dep.-Kasse H., ☎ V, 5029, Winterh., Marktplatz 3, ⊠ 39 [166, 1197, 451, 1257]
directory-entry: Marwege, Frl. F. u. K., a. d. Alster 14 [1144, 1665, 1376, 1680]
directory-entry: — Wwe., O., ☎ V, 4139, Böttgerstr. 10, ⊠ 13 [492, 658, 769, 673]
footer-text: Stellen-Anzeiger der „Hamburger Nachrichten“: Ausgabe kostenlos täglich früh 7 Uhr. [258, 2080, 1340, 2150]
directory-entry: — Wwe., Wanda, Mühlendamm 74, H. B [818, 920, 1068, 935]
directory-entry: — F. L. J., Schuhm.-Mstr., Eppen-dorferlandstr. 125, ⊠ 20 [1144, 1592, 1435, 1621]
directory-entry: — Wilh. G. R., Vers.-Beamter, Jungmann-strasse 4, ⊠ 23 [166, 833, 464, 862]
directory-entry: — Max, Dr., Zahnarzt, BCto: Deutsche B. Fil. Hbg., Dep.-Kasse A, ☎ IV, 9327, Wandsbeckerchaussee 81a, ⊠ 23, Sprechst: 9–5, Sonnt. 9–12 [166, 1314, 469, 1373]
directory-entry: — Rudolph, Dr., Präsident am Hanseat. Oberlandesgericht, BCto: Nordd. B., Werderstr. 42, ⊠ 37 [818, 745, 1128, 789]
